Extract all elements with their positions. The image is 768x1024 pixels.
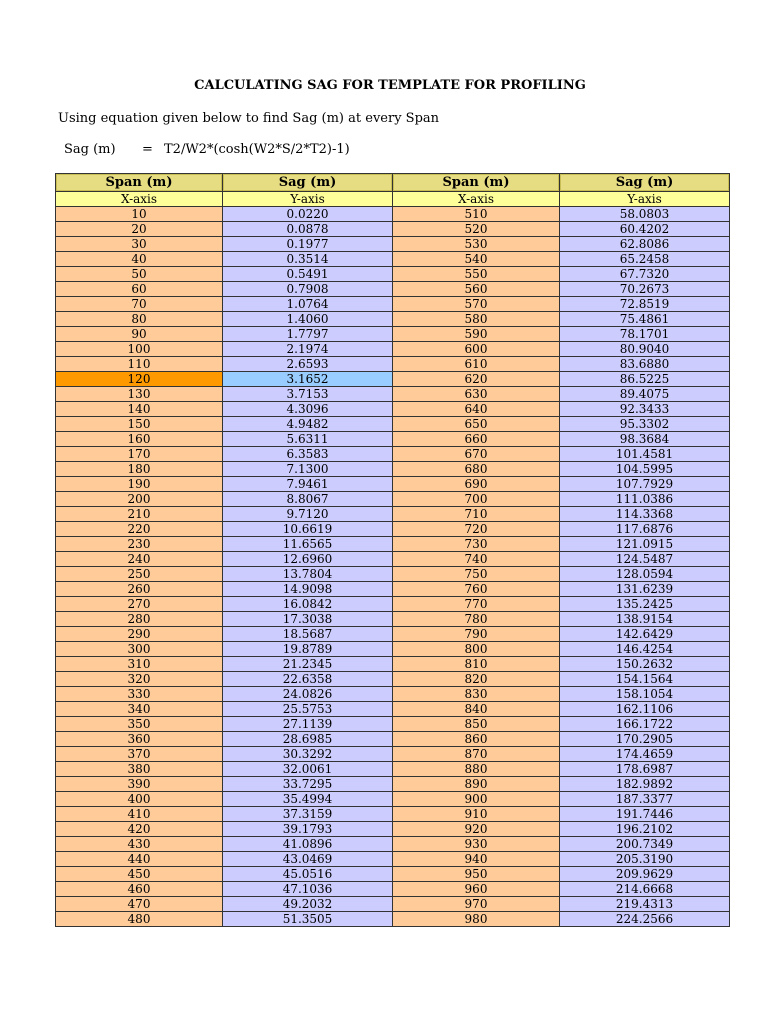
span-left-cell: 290 xyxy=(56,627,223,642)
sag-left-cell: 33.7295 xyxy=(223,777,393,792)
span-right-cell: 580 xyxy=(393,312,560,327)
span-left-cell: 450 xyxy=(56,867,223,882)
table-row xyxy=(56,372,730,387)
sag-left-cell: 39.1793 xyxy=(223,822,393,837)
span-right-cell: 720 xyxy=(393,522,560,537)
span-right-cell: 710 xyxy=(393,507,560,522)
table-row xyxy=(56,252,730,267)
table-row xyxy=(56,417,730,432)
sag-right-cell: 200.7349 xyxy=(560,837,730,852)
sag-right-cell: 117.6876 xyxy=(560,522,730,537)
span-right-cell: 670 xyxy=(393,447,560,462)
sag-right-cell: 174.4659 xyxy=(560,747,730,762)
sag-right-cell: 58.0803 xyxy=(560,207,730,222)
sag-right-cell: 142.6429 xyxy=(560,627,730,642)
header-sag-right: Sag (m) xyxy=(560,174,730,192)
sag-right-cell: 89.4075 xyxy=(560,387,730,402)
span-right-cell: 800 xyxy=(393,642,560,657)
sag-right-cell: 154.1564 xyxy=(560,672,730,687)
sag-right-cell: 131.6239 xyxy=(560,582,730,597)
span-left-cell: 120 xyxy=(56,372,223,387)
table-row xyxy=(56,492,730,507)
span-left-cell: 190 xyxy=(56,477,223,492)
header-span-left: Span (m) xyxy=(56,174,223,192)
sag-right-cell: 67.7320 xyxy=(560,267,730,282)
span-left-cell: 270 xyxy=(56,597,223,612)
span-left-cell: 90 xyxy=(56,327,223,342)
page-title: CALCULATING SAG FOR TEMPLATE FOR PROFILING xyxy=(194,78,586,93)
span-left-cell: 10 xyxy=(56,207,223,222)
sag-left-cell: 4.9482 xyxy=(223,417,393,432)
span-right-cell: 650 xyxy=(393,417,560,432)
subheader-y-left: Y-axis xyxy=(223,192,393,207)
sag-right-cell: 178.6987 xyxy=(560,762,730,777)
sag-left-cell: 47.1036 xyxy=(223,882,393,897)
table-row xyxy=(56,552,730,567)
sag-left-cell: 1.7797 xyxy=(223,327,393,342)
span-right-cell: 880 xyxy=(393,762,560,777)
sag-left-cell: 22.6358 xyxy=(223,672,393,687)
table-row xyxy=(56,507,730,522)
subheader-row xyxy=(56,192,730,207)
table-row xyxy=(56,237,730,252)
sag-right-cell: 111.0386 xyxy=(560,492,730,507)
span-right-cell: 510 xyxy=(393,207,560,222)
span-right-cell: 770 xyxy=(393,597,560,612)
sag-right-cell: 72.8519 xyxy=(560,297,730,312)
span-right-cell: 640 xyxy=(393,402,560,417)
span-right-cell: 820 xyxy=(393,672,560,687)
span-left-cell: 370 xyxy=(56,747,223,762)
sag-left-cell: 1.0764 xyxy=(223,297,393,312)
span-left-cell: 250 xyxy=(56,567,223,582)
span-right-cell: 830 xyxy=(393,687,560,702)
span-right-cell: 900 xyxy=(393,792,560,807)
span-right-cell: 680 xyxy=(393,462,560,477)
sag-right-cell: 162.1106 xyxy=(560,702,730,717)
sag-left-cell: 35.4994 xyxy=(223,792,393,807)
span-right-cell: 570 xyxy=(393,297,560,312)
table-row xyxy=(56,267,730,282)
sag-left-cell: 0.0878 xyxy=(223,222,393,237)
sag-right-cell: 187.3377 xyxy=(560,792,730,807)
span-right-cell: 970 xyxy=(393,897,560,912)
sag-left-cell: 16.0842 xyxy=(223,597,393,612)
span-right-cell: 540 xyxy=(393,252,560,267)
span-right-cell: 530 xyxy=(393,237,560,252)
span-left-cell: 180 xyxy=(56,462,223,477)
table-row xyxy=(56,687,730,702)
span-right-cell: 590 xyxy=(393,327,560,342)
sag-left-cell: 32.0061 xyxy=(223,762,393,777)
sag-left-cell: 4.3096 xyxy=(223,402,393,417)
span-left-cell: 480 xyxy=(56,912,223,927)
span-left-cell: 70 xyxy=(56,297,223,312)
sag-left-cell: 17.3038 xyxy=(223,612,393,627)
span-right-cell: 980 xyxy=(393,912,560,927)
span-left-cell: 110 xyxy=(56,357,223,372)
sag-right-cell: 107.7929 xyxy=(560,477,730,492)
span-left-cell: 360 xyxy=(56,732,223,747)
span-right-cell: 870 xyxy=(393,747,560,762)
subheader-x-right: X-axis xyxy=(393,192,560,207)
span-right-cell: 950 xyxy=(393,867,560,882)
sag-right-cell: 114.3368 xyxy=(560,507,730,522)
table-row xyxy=(56,282,730,297)
sag-left-cell: 0.7908 xyxy=(223,282,393,297)
span-left-cell: 460 xyxy=(56,882,223,897)
sag-right-cell: 101.4581 xyxy=(560,447,730,462)
sag-left-cell: 6.3583 xyxy=(223,447,393,462)
span-left-cell: 440 xyxy=(56,852,223,867)
span-right-cell: 610 xyxy=(393,357,560,372)
sag-left-cell: 43.0469 xyxy=(223,852,393,867)
span-left-cell: 50 xyxy=(56,267,223,282)
sag-right-cell: 214.6668 xyxy=(560,882,730,897)
sag-right-cell: 124.5487 xyxy=(560,552,730,567)
sag-right-cell: 83.6880 xyxy=(560,357,730,372)
sag-right-cell: 191.7446 xyxy=(560,807,730,822)
sag-right-cell: 209.9629 xyxy=(560,867,730,882)
table-row xyxy=(56,822,730,837)
span-left-cell: 170 xyxy=(56,447,223,462)
table-row xyxy=(56,432,730,447)
sag-left-cell: 0.5491 xyxy=(223,267,393,282)
sag-right-cell: 150.2632 xyxy=(560,657,730,672)
sag-right-cell: 146.4254 xyxy=(560,642,730,657)
sag-right-cell: 219.4313 xyxy=(560,897,730,912)
sag-right-cell: 135.2425 xyxy=(560,597,730,612)
span-right-cell: 740 xyxy=(393,552,560,567)
span-left-cell: 20 xyxy=(56,222,223,237)
sag-left-cell: 0.0220 xyxy=(223,207,393,222)
sag-right-cell: 80.9040 xyxy=(560,342,730,357)
span-right-cell: 760 xyxy=(393,582,560,597)
equation-equals: = xyxy=(142,142,153,157)
equation-lhs: Sag (m) xyxy=(64,142,116,157)
span-right-cell: 750 xyxy=(393,567,560,582)
table-row xyxy=(56,807,730,822)
table-row xyxy=(56,297,730,312)
span-left-cell: 310 xyxy=(56,657,223,672)
table-row xyxy=(56,447,730,462)
sag-left-cell: 3.1652 xyxy=(223,372,393,387)
span-left-cell: 140 xyxy=(56,402,223,417)
table-row xyxy=(56,402,730,417)
table-row xyxy=(56,912,730,927)
table-row xyxy=(56,837,730,852)
sag-left-cell: 37.3159 xyxy=(223,807,393,822)
sag-left-cell: 13.7804 xyxy=(223,567,393,582)
subheader-x-left: X-axis xyxy=(56,192,223,207)
table-row xyxy=(56,747,730,762)
span-right-cell: 790 xyxy=(393,627,560,642)
table-row xyxy=(56,327,730,342)
sag-left-cell: 2.6593 xyxy=(223,357,393,372)
sag-left-cell: 45.0516 xyxy=(223,867,393,882)
sag-left-cell: 12.6960 xyxy=(223,552,393,567)
span-left-cell: 410 xyxy=(56,807,223,822)
span-right-cell: 930 xyxy=(393,837,560,852)
span-right-cell: 660 xyxy=(393,432,560,447)
span-right-cell: 600 xyxy=(393,342,560,357)
sag-left-cell: 8.8067 xyxy=(223,492,393,507)
span-left-cell: 200 xyxy=(56,492,223,507)
sag-left-cell: 2.1974 xyxy=(223,342,393,357)
sag-left-cell: 0.1977 xyxy=(223,237,393,252)
sag-left-cell: 19.8789 xyxy=(223,642,393,657)
table-row xyxy=(56,642,730,657)
table-row xyxy=(56,357,730,372)
span-right-cell: 730 xyxy=(393,537,560,552)
sag-right-cell: 92.3433 xyxy=(560,402,730,417)
sag-right-cell: 170.2905 xyxy=(560,732,730,747)
span-right-cell: 780 xyxy=(393,612,560,627)
span-right-cell: 840 xyxy=(393,702,560,717)
sag-right-cell: 224.2566 xyxy=(560,912,730,927)
sag-left-cell: 7.9461 xyxy=(223,477,393,492)
table-row xyxy=(56,312,730,327)
equation-rhs: T2/W2*(cosh(W2*S/2*T2)-1) xyxy=(164,142,350,157)
sag-right-cell: 70.2673 xyxy=(560,282,730,297)
span-left-cell: 150 xyxy=(56,417,223,432)
sag-left-cell: 11.6565 xyxy=(223,537,393,552)
span-left-cell: 390 xyxy=(56,777,223,792)
span-left-cell: 130 xyxy=(56,387,223,402)
span-right-cell: 860 xyxy=(393,732,560,747)
sag-right-cell: 62.8086 xyxy=(560,237,730,252)
span-left-cell: 220 xyxy=(56,522,223,537)
header-span-right: Span (m) xyxy=(393,174,560,192)
sag-left-cell: 28.6985 xyxy=(223,732,393,747)
table-row xyxy=(56,207,730,222)
sag-right-cell: 104.5995 xyxy=(560,462,730,477)
span-left-cell: 100 xyxy=(56,342,223,357)
span-left-cell: 280 xyxy=(56,612,223,627)
span-left-cell: 40 xyxy=(56,252,223,267)
span-right-cell: 620 xyxy=(393,372,560,387)
span-left-cell: 300 xyxy=(56,642,223,657)
span-left-cell: 340 xyxy=(56,702,223,717)
span-left-cell: 260 xyxy=(56,582,223,597)
intro-text: Using equation given below to find Sag (m) at every Span xyxy=(58,111,440,126)
sag-left-cell: 14.9098 xyxy=(223,582,393,597)
span-right-cell: 550 xyxy=(393,267,560,282)
sag-left-cell: 27.1139 xyxy=(223,717,393,732)
span-left-cell: 60 xyxy=(56,282,223,297)
span-right-cell: 690 xyxy=(393,477,560,492)
span-right-cell: 520 xyxy=(393,222,560,237)
sag-table xyxy=(55,173,730,927)
sag-left-cell: 3.7153 xyxy=(223,387,393,402)
span-left-cell: 430 xyxy=(56,837,223,852)
span-left-cell: 380 xyxy=(56,762,223,777)
sag-right-cell: 196.2102 xyxy=(560,822,730,837)
subheader-y-right: Y-axis xyxy=(560,192,730,207)
table-row xyxy=(56,657,730,672)
span-right-cell: 910 xyxy=(393,807,560,822)
sag-left-cell: 0.3514 xyxy=(223,252,393,267)
span-right-cell: 890 xyxy=(393,777,560,792)
sag-left-cell: 21.2345 xyxy=(223,657,393,672)
sag-left-cell: 41.0896 xyxy=(223,837,393,852)
table-row xyxy=(56,597,730,612)
sag-right-cell: 86.5225 xyxy=(560,372,730,387)
table-row xyxy=(56,702,730,717)
table-row xyxy=(56,522,730,537)
span-left-cell: 30 xyxy=(56,237,223,252)
sag-right-cell: 166.1722 xyxy=(560,717,730,732)
table-row xyxy=(56,462,730,477)
sag-left-cell: 18.5687 xyxy=(223,627,393,642)
sag-left-cell: 25.5753 xyxy=(223,702,393,717)
table-row xyxy=(56,612,730,627)
span-right-cell: 810 xyxy=(393,657,560,672)
table-row xyxy=(56,627,730,642)
sag-left-cell: 10.6619 xyxy=(223,522,393,537)
table-row xyxy=(56,537,730,552)
span-right-cell: 700 xyxy=(393,492,560,507)
header-sag-left: Sag (m) xyxy=(223,174,393,192)
span-left-cell: 330 xyxy=(56,687,223,702)
sag-equation xyxy=(64,142,350,157)
sag-left-cell: 51.3505 xyxy=(223,912,393,927)
table-row xyxy=(56,867,730,882)
span-right-cell: 630 xyxy=(393,387,560,402)
table-row xyxy=(56,387,730,402)
sag-right-cell: 98.3684 xyxy=(560,432,730,447)
sag-right-cell: 60.4202 xyxy=(560,222,730,237)
table-row xyxy=(56,882,730,897)
table-row xyxy=(56,792,730,807)
sag-left-cell: 7.1300 xyxy=(223,462,393,477)
span-left-cell: 210 xyxy=(56,507,223,522)
table-row xyxy=(56,852,730,867)
table-row xyxy=(56,672,730,687)
span-left-cell: 230 xyxy=(56,537,223,552)
sag-right-cell: 128.0594 xyxy=(560,567,730,582)
span-left-cell: 240 xyxy=(56,552,223,567)
span-left-cell: 350 xyxy=(56,717,223,732)
span-right-cell: 850 xyxy=(393,717,560,732)
span-right-cell: 960 xyxy=(393,882,560,897)
span-right-cell: 560 xyxy=(393,282,560,297)
table-row xyxy=(56,222,730,237)
sag-right-cell: 78.1701 xyxy=(560,327,730,342)
sag-right-cell: 65.2458 xyxy=(560,252,730,267)
sag-right-cell: 121.0915 xyxy=(560,537,730,552)
span-right-cell: 920 xyxy=(393,822,560,837)
table-row xyxy=(56,477,730,492)
sag-left-cell: 49.2032 xyxy=(223,897,393,912)
sag-left-cell: 5.6311 xyxy=(223,432,393,447)
sag-left-cell: 24.0826 xyxy=(223,687,393,702)
table-row xyxy=(56,582,730,597)
span-right-cell: 940 xyxy=(393,852,560,867)
table-row xyxy=(56,777,730,792)
span-left-cell: 160 xyxy=(56,432,223,447)
span-left-cell: 470 xyxy=(56,897,223,912)
sag-left-cell: 9.7120 xyxy=(223,507,393,522)
table-row xyxy=(56,567,730,582)
sag-right-cell: 205.3190 xyxy=(560,852,730,867)
span-left-cell: 400 xyxy=(56,792,223,807)
sag-right-cell: 182.9892 xyxy=(560,777,730,792)
table-row xyxy=(56,732,730,747)
span-left-cell: 80 xyxy=(56,312,223,327)
table-row xyxy=(56,717,730,732)
span-left-cell: 420 xyxy=(56,822,223,837)
table-row xyxy=(56,342,730,357)
span-left-cell: 320 xyxy=(56,672,223,687)
sag-left-cell: 30.3292 xyxy=(223,747,393,762)
sag-right-cell: 158.1054 xyxy=(560,687,730,702)
sag-left-cell: 1.4060 xyxy=(223,312,393,327)
sag-right-cell: 138.9154 xyxy=(560,612,730,627)
table-row xyxy=(56,897,730,912)
header-row xyxy=(56,174,730,192)
sag-right-cell: 95.3302 xyxy=(560,417,730,432)
table-row xyxy=(56,762,730,777)
sag-right-cell: 75.4861 xyxy=(560,312,730,327)
